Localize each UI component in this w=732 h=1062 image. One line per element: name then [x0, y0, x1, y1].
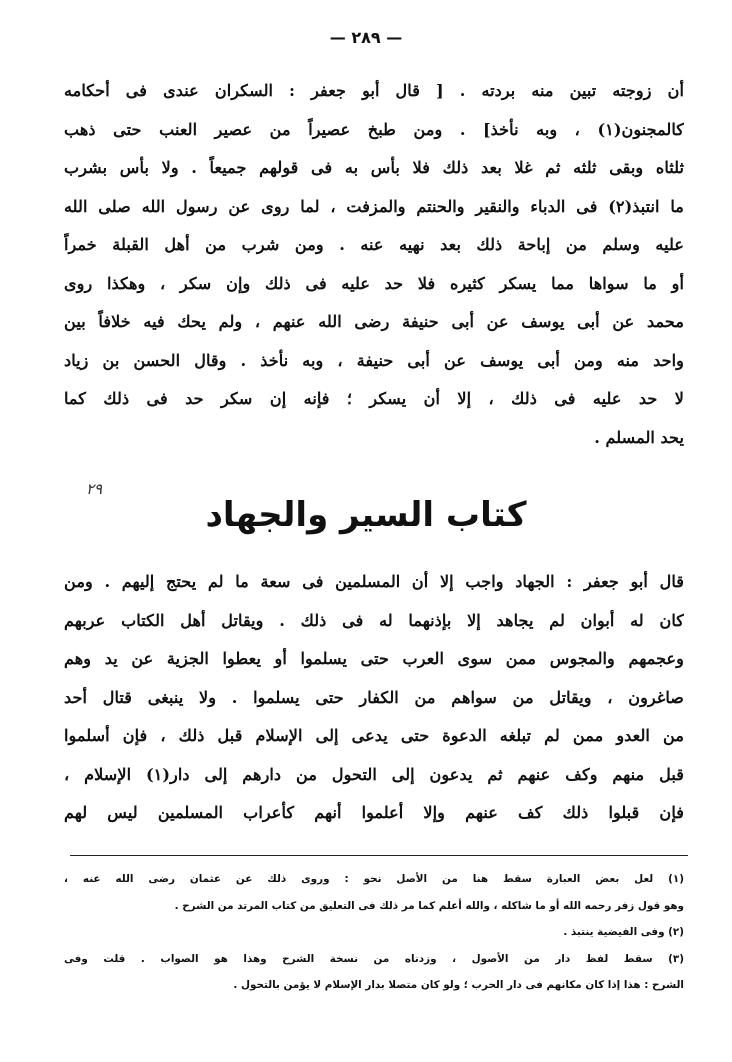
text-line: يحد المسلم . — [594, 427, 684, 447]
footnote-line: الشرح : هذا إذا كان مكانهم فى دار الحرب ؛ ولو كان متصلا بدار الإسلام لا يؤمن بالتحول . — [233, 979, 684, 991]
text-line: من العدو ممن لم تبلغه الدعوة حتى يدعى إلى الإسلام قبل ذلك ، فإن أسلموا — [64, 726, 684, 745]
margin-note: ٢٩ — [86, 480, 103, 498]
text-line: أن زوجته تبين منه بردته . [ قال أبو جعفر : السكران عندى فى أحكامه — [64, 81, 684, 100]
text-line: كان له أبوان لم يجاهد إلا بإذنهما له فى ذلك . ويقاتل أهل الكتاب عربهم — [64, 610, 684, 630]
footnote-divider — [70, 855, 688, 856]
footnote-line: (١) لعل بعض العبارة سقط هنا من الأصل نحو : وروى ذلك عن عثمان رضى الله عنه ، — [64, 873, 684, 885]
text-line: واحد منه ومن أبى يوسف عن أبى حنيفة ، وبه نأخذ . وقال الحسن بن زياد — [64, 350, 684, 370]
chapter-heading: كتاب السير والجهاد — [205, 495, 527, 535]
top-paragraph — [64, 72, 684, 457]
page-number: — ٢٨٩ — — [329, 28, 403, 47]
text-line: صاغرون ، ويقاتل من سواهم من الكفار حتى يسلموا . ولا ينبغى قتال أحد — [64, 687, 684, 707]
text-line: كالمجنون(١) ، وبه نأخذ] . ومن طبخ عصيراً من عصير العنب حتى ذهب — [64, 119, 684, 139]
text-line: فإن قبلوا ذلك كف عنهم وإلا أعلموا أنهم كأعراب المسلمين ليس لهم — [64, 803, 684, 822]
text-line: عليه وسلم من إباحة ذلك بعد نهيه عنه . ومن شرب من أهل القبلة خمراً — [64, 235, 684, 254]
text-line: ثلثاه وبقى ثلثه ثم غلا بعد ذلك فلا بأس به فى قولهم جميعاً . ولا بأس بشرب — [64, 158, 684, 177]
footnote-line: وهو قول زفر رحمه الله أو ما شاكله ، والله أعلم كما مر ذلك فى التعليق من كتاب المرتد من الشرح . — [174, 899, 684, 912]
text-line: محمد عن أبى يوسف عن أبى حنيفة رضى الله عنهم ، ولم يحك فيه خلافاً بين — [64, 312, 684, 331]
main-paragraph — [64, 563, 684, 833]
footnote-line: (٢) وفى الفيضية ينتبذ . — [563, 926, 684, 938]
footnotes — [64, 866, 684, 999]
text-line: لا حد عليه فى ذلك ، إلا أن يسكر ؛ فإنه إن سكر حد فى ذلك كما — [64, 389, 684, 408]
text-line: قال أبو جعفر : الجهاد واجب إلا أن المسلمين فى سعة ما لم يحتج إليهم . ومن — [64, 572, 684, 591]
footnote-line: (٣) سقط لفظ دار من الأصول ، وزدناه من نسخة الشرح وهذا هو الصواب . قلت وفى — [64, 952, 684, 965]
text-line: أو ما سواها مما يسكر كثيره فلا حد عليه فى ذلك وإن سكر ، وهكذا روى — [64, 273, 684, 293]
text-line: قبل منهم وكف عنهم ثم يدعون إلى التحول من دارهم إلى دار(١) الإسلام ، — [64, 764, 684, 784]
text-line: وعجمهم والمجوس ممن سوى العرب حتى يسلموا أو يعطوا الجزية عن يد وهم — [64, 649, 684, 668]
text-line: ما انتبذ(٢) فى الدباء والنقير والحنتم والمزفت ، لما روى عن رسول الله صلى الله — [64, 196, 684, 216]
